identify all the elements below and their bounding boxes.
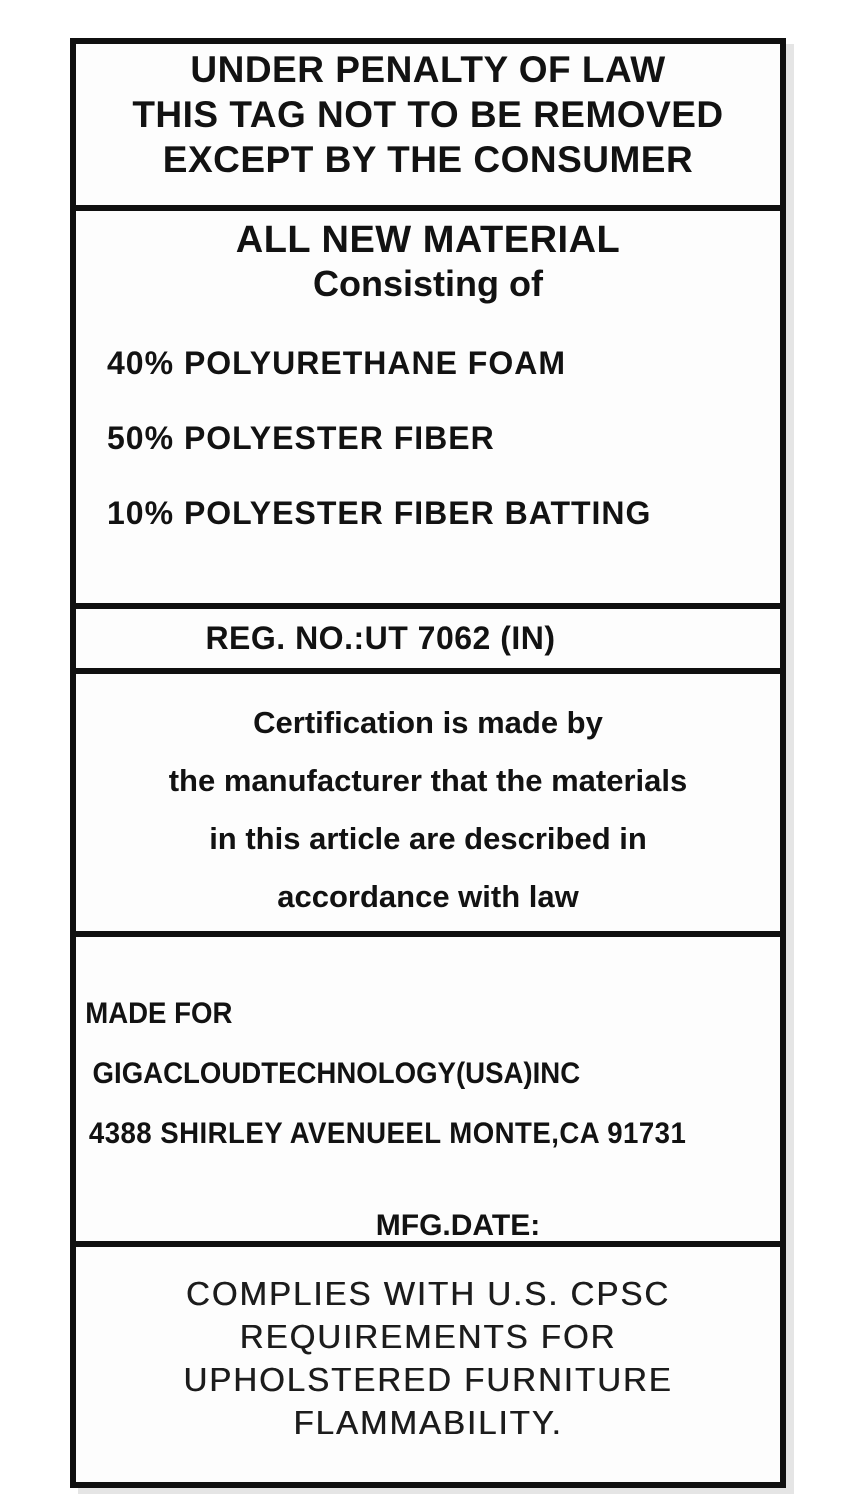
certification-line: the manufacturer that the materials — [168, 763, 688, 798]
materials-section — [76, 211, 780, 609]
law-label-card — [70, 38, 786, 1488]
compliance-line: FLAMMABILITY. — [293, 1404, 563, 1441]
company-name: GIGACLOUDTECHNOLOGY(USA)INC — [92, 1057, 581, 1090]
company-address: 4388 SHIRLEY AVENUEEL MONTE,CA 91731 — [88, 1117, 687, 1150]
made-for-section — [76, 937, 780, 1247]
compliance-line: UPHOLSTERED FURNITURE — [183, 1361, 673, 1398]
material-item: 50% POLYESTER FIBER — [107, 420, 495, 456]
material-item: 40% POLYURETHANE FOAM — [107, 345, 566, 381]
penalty-line: THIS TAG NOT TO BE REMOVED — [132, 94, 724, 135]
registration-section — [76, 609, 780, 674]
certification-line: Certification is made by — [253, 705, 603, 740]
material-item: 10% POLYESTER FIBER BATTING — [107, 495, 652, 531]
made-for-label: MADE FOR — [85, 997, 233, 1030]
compliance-section — [76, 1247, 780, 1482]
mfg-date-label: MFG.DATE: — [375, 1209, 541, 1242]
materials-heading: ALL NEW MATERIAL — [235, 219, 621, 261]
registration-number: REG. NO.:UT 7062 (IN) — [205, 620, 556, 656]
compliance-line: REQUIREMENTS FOR — [239, 1318, 617, 1355]
certification-line: in this article are described in — [209, 821, 647, 856]
compliance-line: COMPLIES WITH U.S. CPSC — [185, 1275, 671, 1312]
penalty-warning-section — [76, 44, 780, 211]
materials-list — [76, 326, 780, 551]
certification-section — [76, 674, 780, 937]
certification-line: accordance with law — [277, 879, 579, 914]
materials-subheading: Consisting of — [313, 263, 543, 304]
penalty-line: EXCEPT BY THE CONSUMER — [162, 139, 694, 180]
penalty-line: UNDER PENALTY OF LAW — [190, 49, 666, 90]
